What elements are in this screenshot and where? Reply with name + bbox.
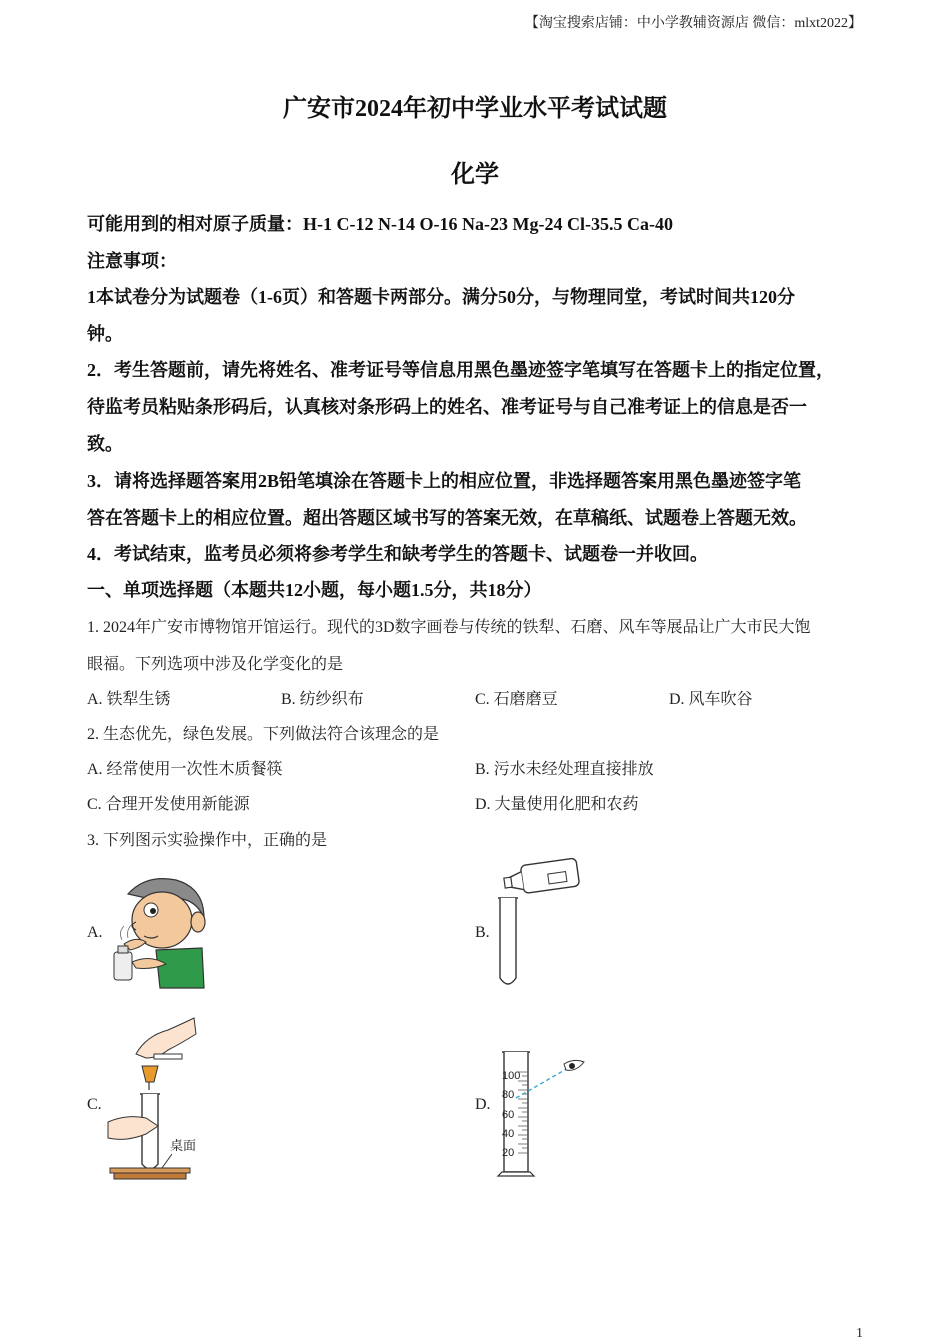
q1-option-c: C. 石磨磨豆 xyxy=(475,691,558,708)
q1-option-a: A. 铁犁生锈 xyxy=(87,691,171,708)
q1-option-d: D. 风车吹谷 xyxy=(669,691,753,708)
figure-d-cylinder xyxy=(494,1048,590,1182)
q3-label-a: A. xyxy=(87,924,103,941)
header-note: 【淘宝搜索店铺：中小学教辅资源店 微信：mlxt2022】 xyxy=(524,16,862,31)
q2-option-d: D. 大量使用化肥和农药 xyxy=(475,796,639,813)
page-title: 广安市2024年初中学业水平考试试题 xyxy=(283,96,667,122)
q3-label-b: B. xyxy=(475,924,490,941)
note-line: 1本试卷分为试题卷（1-6页）和答题卡两部分。满分50分，与物理同堂，考试时间共120分 xyxy=(87,287,795,307)
figure-a-smelling xyxy=(106,874,212,990)
note-line: 4．考试结束，监考员必须将参考学生和缺考学生的答题卡、试题卷一并收回。 xyxy=(87,544,708,564)
q3-stem: 3. 下列图示实验操作中，正确的是 xyxy=(87,832,328,849)
notice-heading: 注意事项： xyxy=(87,251,177,271)
figure-b-pouring xyxy=(492,856,584,990)
cylinder-tick: 20 xyxy=(502,1147,515,1159)
subject-title: 化学 xyxy=(451,162,499,188)
cylinder-tick: 40 xyxy=(502,1128,515,1140)
figure-c-dropper xyxy=(106,1016,202,1182)
q1-stem-line1: 1. 2024年广安市博物馆开馆运行。现代的3D数字画卷与传统的铁犁、石磨、风车等展品让广大市民大饱 xyxy=(87,619,811,636)
q2-option-b: B. 污水未经处理直接排放 xyxy=(475,761,654,778)
note-line: 3．请将选择题答案用2B铅笔填涂在答题卡上的相应位置，非选择题答案用黑色墨迹签字笔 xyxy=(87,471,802,491)
q3-label-c: C. xyxy=(87,1096,102,1113)
note-line: 2．考生答题前，请先将姓名、准考证号等信息用黑色墨迹签字笔填写在答题卡上的指定位置， xyxy=(87,360,834,380)
q2-option-a: A. 经常使用一次性木质餐筷 xyxy=(87,761,283,778)
q3-label-d: D. xyxy=(475,1096,491,1113)
q2-stem: 2. 生态优先，绿色发展。下列做法符合该理念的是 xyxy=(87,726,440,743)
note-line: 答在答题卡上的相应位置。超出答题区域书写的答案无效，在草稿纸、试题卷上答题无效。 xyxy=(87,508,807,528)
desk-label: 桌面 xyxy=(170,1138,197,1153)
note-line: 待监考员粘贴条形码后，认真核对条形码上的姓名、准考证号与自己准考证上的信息是否一 xyxy=(87,397,807,417)
q1-stem-line2: 眼福。下列选项中涉及化学变化的是 xyxy=(87,656,344,673)
page-number: 1 xyxy=(856,1326,863,1341)
q2-option-c: C. 合理开发使用新能源 xyxy=(87,796,250,813)
cylinder-tick: 60 xyxy=(502,1109,515,1121)
q1-option-b: B. 纺纱织布 xyxy=(281,691,364,708)
cylinder-tick: 80 xyxy=(502,1089,515,1101)
note-line: 致。 xyxy=(87,434,123,454)
cylinder-tick: 100 xyxy=(502,1070,521,1082)
note-line: 钟。 xyxy=(87,324,123,344)
atomic-masses: 可能用到的相对原子质量：H-1 C-12 N-14 O-16 Na-23 Mg-24 Cl-35.5 Ca-40 xyxy=(87,214,673,234)
section-heading: 一、单项选择题（本题共12小题，每小题1.5分，共18分） xyxy=(87,580,542,600)
